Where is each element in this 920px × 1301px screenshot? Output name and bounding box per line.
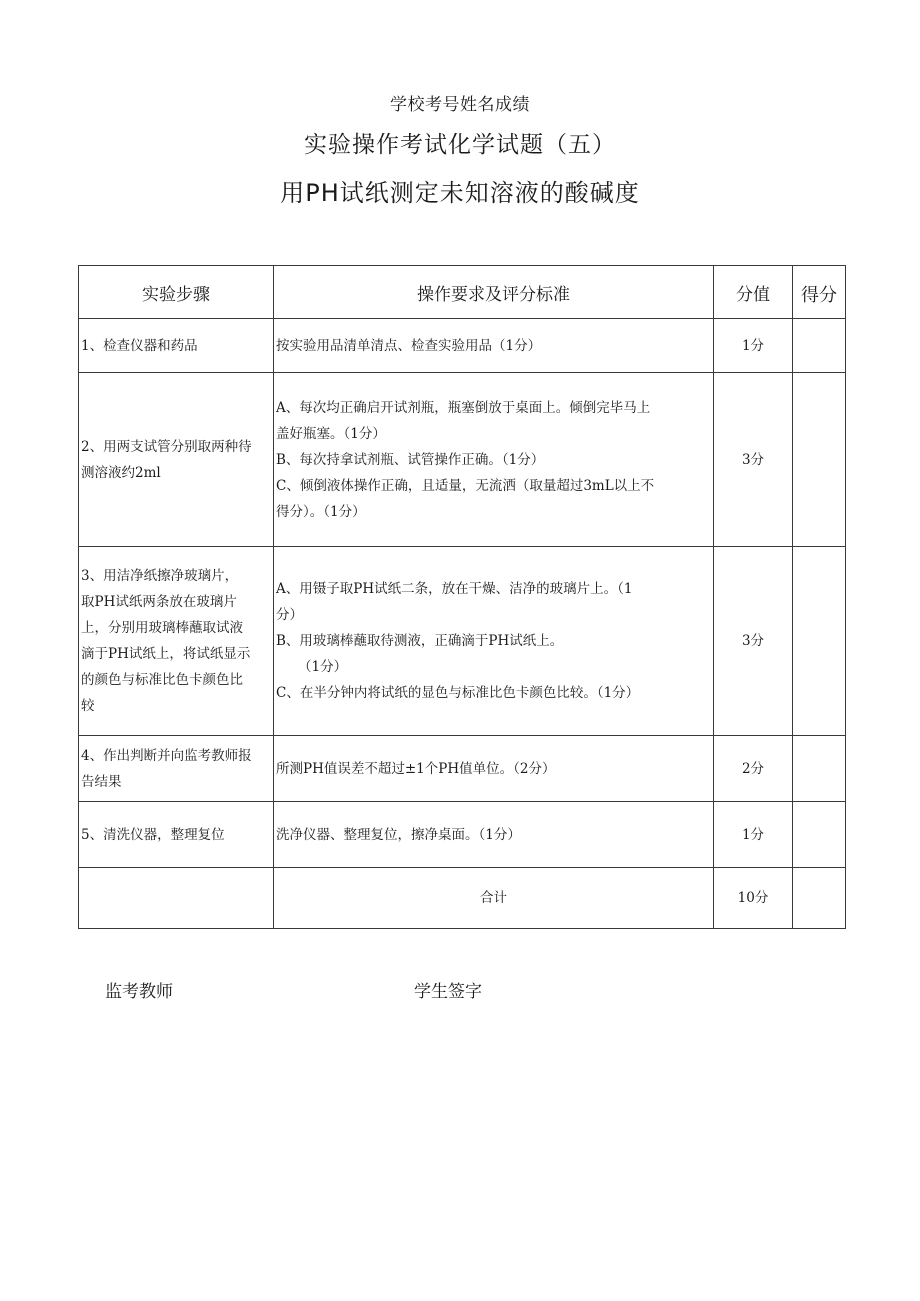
exam-title: 实验操作考试化学试题（五） — [304, 132, 616, 158]
total-score-cell[interactable] — [793, 868, 846, 929]
points-cell: 3分 — [714, 547, 793, 736]
score-cell[interactable] — [793, 373, 846, 547]
table-row — [79, 547, 846, 736]
total-empty-cell — [79, 868, 274, 929]
table-row — [79, 736, 846, 802]
requirement-cell: 按实验用品清单清点、检查实验用品（1分） — [274, 319, 714, 373]
table-row — [79, 319, 846, 373]
teacher-signature-label: 监考教师 — [105, 982, 173, 1002]
score-cell[interactable] — [793, 547, 846, 736]
requirement-cell: A、用镊子取PH试纸二条，放在干燥、洁净的玻璃片上。（1 分） B、用玻璃棒蘸取待测液，正确滴于PH试纸上。 （1分） C、在半分钟内将试纸的显色与标准比色卡颜色比较。（1分） — [274, 547, 714, 736]
step-cell: 2、用两支试管分别取两种待 测溶液约2ml — [79, 373, 274, 547]
step-cell: 4、作出判断并向监考教师报 告结果 — [79, 736, 274, 802]
points-cell: 1分 — [714, 319, 793, 373]
exam-subtitle: 用PH试纸测定未知溶液的酸碱度 — [280, 179, 640, 207]
header-step: 实验步骤 — [79, 266, 274, 319]
requirement-cell: 所测PH值误差不超过±1个PH值单位。（2分） — [274, 736, 714, 802]
header-points: 分值 — [714, 266, 793, 319]
score-cell[interactable] — [793, 319, 846, 373]
step-cell: 1、检查仪器和药品 — [79, 319, 274, 373]
header-requirement: 操作要求及评分标准 — [274, 266, 714, 319]
student-signature-label: 学生签字 — [414, 982, 482, 1002]
table-row — [79, 802, 846, 868]
table-header-row — [79, 266, 846, 319]
score-cell[interactable] — [793, 802, 846, 868]
scoring-table — [78, 265, 846, 929]
total-label: 合计 — [274, 868, 714, 929]
step-cell: 5、清洗仪器，整理复位 — [79, 802, 274, 868]
points-cell: 3分 — [714, 373, 793, 547]
total-points: 10分 — [714, 868, 793, 929]
points-cell: 2分 — [714, 736, 793, 802]
step-cell: 3、用洁净纸擦净玻璃片， 取PH试纸两条放在玻璃片 上，分别用玻璃棒蘸取试液 滴于PH试纸上，将试纸显示 的颜色与标准比色卡颜色比 较 — [79, 547, 274, 736]
table-total-row — [79, 868, 846, 929]
points-cell: 1分 — [714, 802, 793, 868]
header-score: 得分 — [793, 266, 846, 319]
requirement-cell: A、每次均正确启开试剂瓶，瓶塞倒放于桌面上。倾倒完毕马上 盖好瓶塞。（1分） B、每次持拿试剂瓶、试管操作正确。（1分） C、倾倒液体操作正确，且适量，无流洒（取量超过3mL以上不 得分）。（1分） — [274, 373, 714, 547]
score-cell[interactable] — [793, 736, 846, 802]
requirement-cell: 洗净仪器、整理复位，擦净桌面。（1分） — [274, 802, 714, 868]
table-row — [79, 373, 846, 547]
school-info-line: 学校考号姓名成绩 — [390, 95, 530, 115]
